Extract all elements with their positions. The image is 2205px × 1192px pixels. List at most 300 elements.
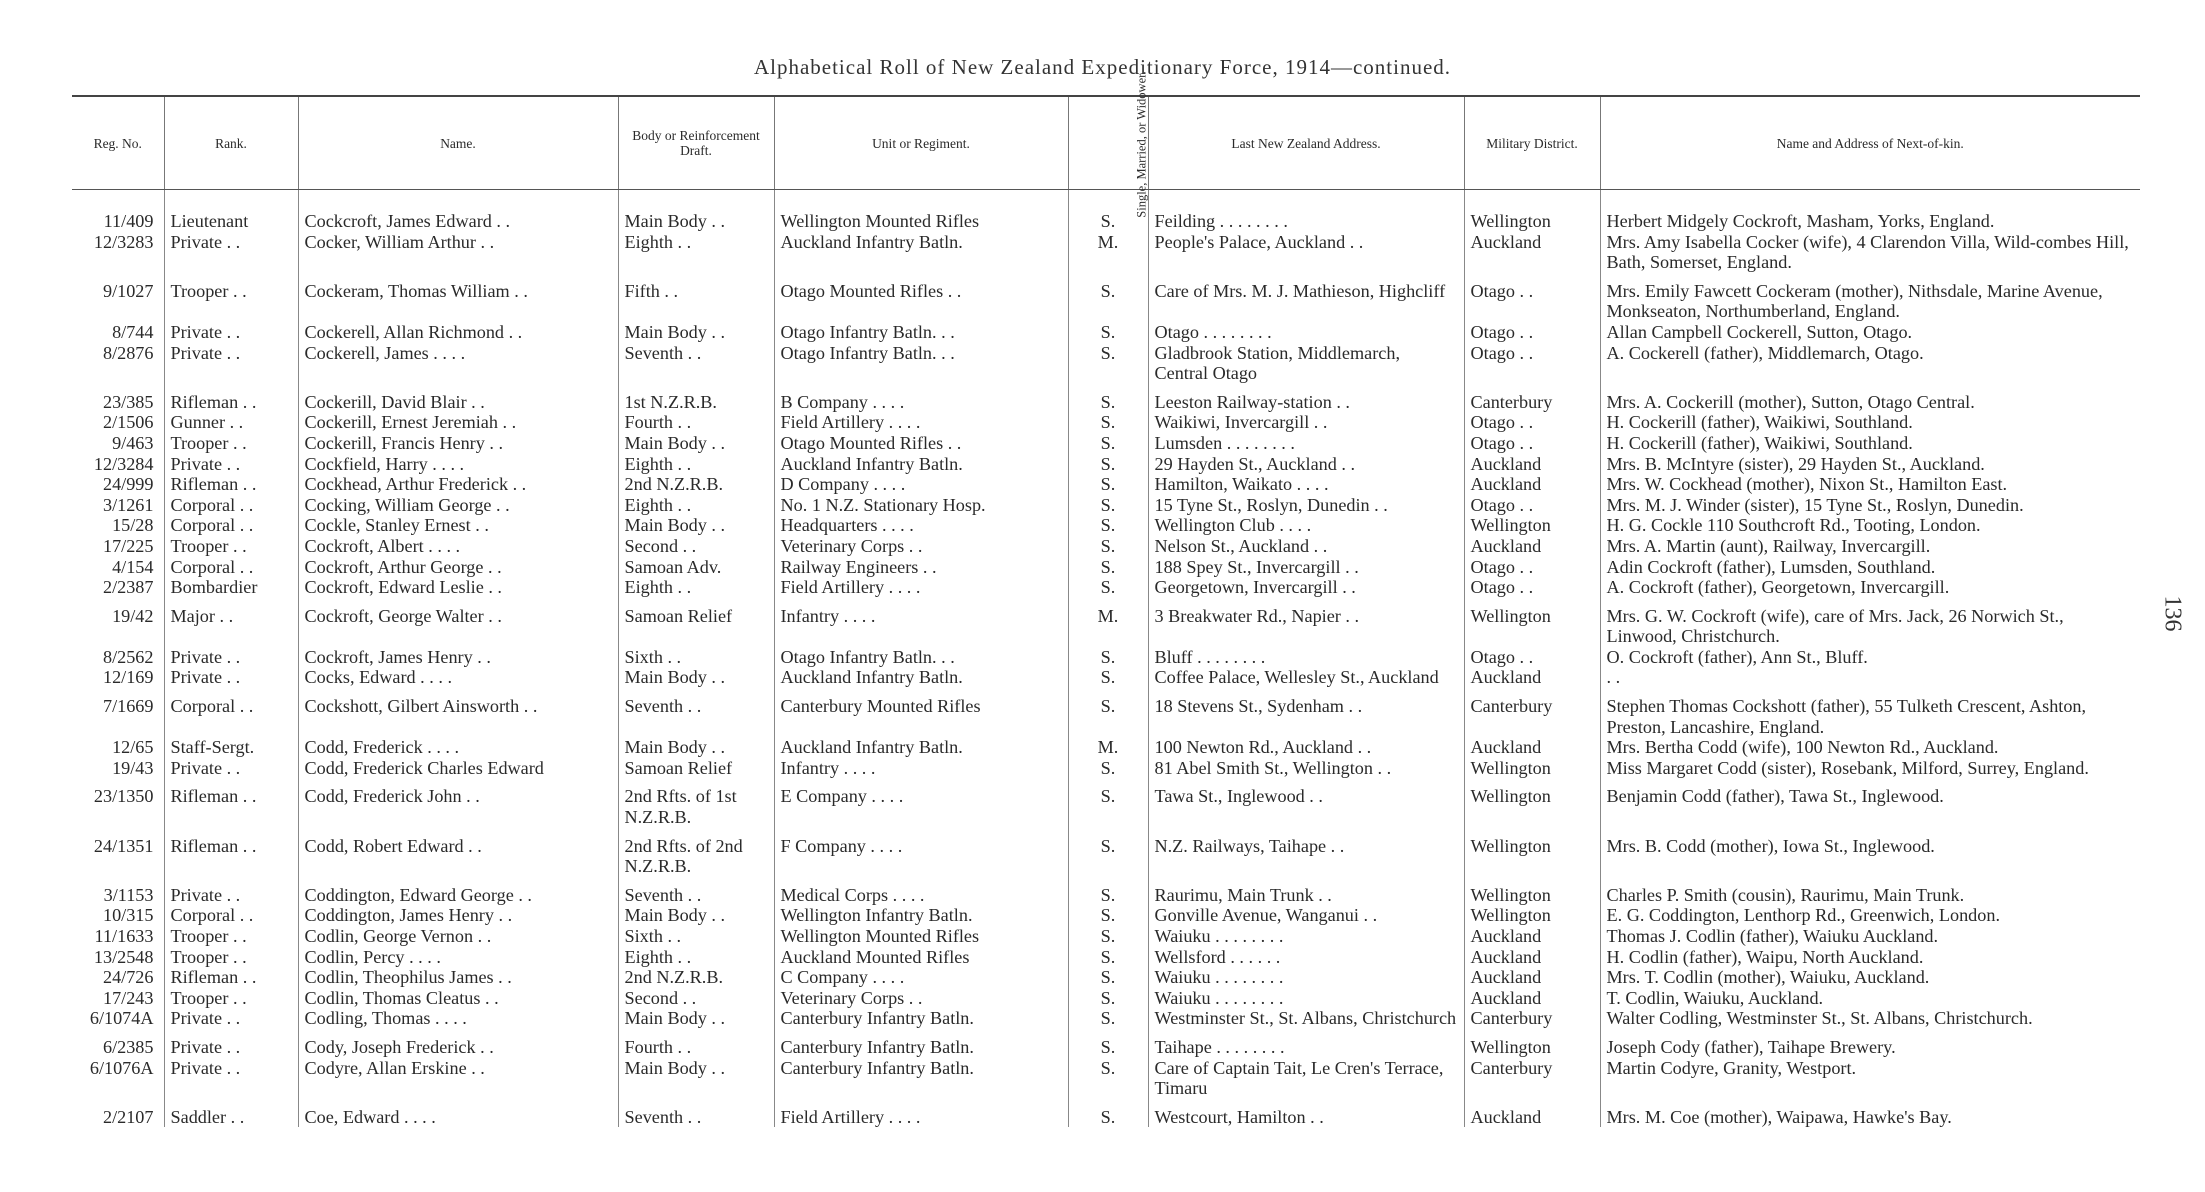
address-cell: Leeston Railway-station . . [1148, 384, 1464, 413]
district-cell: Auckland [1464, 454, 1600, 475]
body-cell: Samoan Adv. [618, 557, 774, 578]
rank-cell: Trooper . . [164, 947, 298, 968]
reg-cell: 10/315 [102, 905, 154, 926]
rank-cell: Lieutenant [164, 211, 298, 232]
kin-cell: Stephen Thomas Cockshott (father), 55 Tulketh Crescent, Ashton, Preston, Lancashire, England. [1600, 688, 2140, 737]
unit-cell: Canterbury Infantry Batln. [774, 1029, 1068, 1058]
kin-cell: Mrs. W. Cockhead (mother), Nixon St., Hamilton East. [1600, 474, 2140, 495]
unit-cell: Field Artillery . . . . [774, 577, 1068, 598]
unit-cell: Canterbury Mounted Rifles [774, 688, 1068, 737]
unit-cell: D Company . . . . [774, 474, 1068, 495]
status-cell: S. [1068, 877, 1148, 906]
status-cell: S. [1068, 211, 1148, 232]
name-cell: Coddington, James Henry . . [298, 905, 618, 926]
name-cell: Cockeram, Thomas William . . [298, 273, 618, 322]
table-row [72, 536, 2140, 557]
name-cell: Cocking, William George . . [298, 495, 618, 516]
body-cell: Eighth . . [618, 947, 774, 968]
name-cell: Cockerell, Allan Richmond . . [298, 322, 618, 343]
status-cell: S. [1068, 515, 1148, 536]
reg-cell: 11/1633 [94, 926, 154, 946]
name-cell: Coddington, Edward George . . [298, 877, 618, 906]
rank-cell: Corporal . . [164, 905, 298, 926]
address-cell: Waiuku . . . . . . . . [1148, 926, 1464, 947]
unit-cell: Infantry . . . . [774, 598, 1068, 647]
address-cell: Westminster St., St. Albans, Christchurch [1148, 1008, 1464, 1029]
kin-cell: Herbert Midgely Cockroft, Masham, Yorks, England. [1600, 211, 2140, 232]
roll-body [72, 190, 2140, 1128]
unit-cell: Auckland Infantry Batln. [774, 667, 1068, 688]
body-cell: Main Body . . [618, 433, 774, 454]
name-cell: Codlin, Thomas Cleatus . . [298, 988, 618, 1009]
district-cell: Wellington [1464, 1029, 1600, 1058]
name-cell: Coe, Edward . . . . [298, 1099, 618, 1128]
table-row [72, 598, 2140, 647]
district-cell: Wellington [1464, 778, 1600, 827]
unit-cell: Auckland Infantry Batln. [774, 454, 1068, 475]
body-cell: Seventh . . [618, 877, 774, 906]
body-cell: Main Body . . [618, 211, 774, 232]
address-cell: Nelson St., Auckland . . [1148, 536, 1464, 557]
status-cell: S. [1068, 384, 1148, 413]
table-row [72, 474, 2140, 495]
body-cell: Seventh . . [618, 1099, 774, 1128]
district-cell: Wellington [1464, 515, 1600, 536]
table-row [72, 877, 2140, 906]
body-cell: Sixth . . [618, 926, 774, 947]
table-row [72, 737, 2140, 758]
district-cell: Auckland [1464, 232, 1600, 273]
unit-cell: Auckland Infantry Batln. [774, 737, 1068, 758]
name-cell: Codling, Thomas . . . . [298, 1008, 618, 1029]
reg-cell: 15/28 [112, 515, 154, 536]
unit-cell: Otago Infantry Batln. . . [774, 647, 1068, 668]
address-cell: Georgetown, Invercargill . . [1148, 577, 1464, 598]
address-cell: 188 Spey St., Invercargill . . [1148, 557, 1464, 578]
kin-cell: . . [1600, 667, 2140, 688]
address-cell: Wellington Club . . . . [1148, 515, 1464, 536]
reg-cell: 12/3283 [93, 231, 154, 252]
table-row [72, 828, 2140, 877]
kin-cell: T. Codlin, Waiuku, Auckland. [1600, 988, 2140, 1009]
status-cell: S. [1068, 557, 1148, 578]
name-cell: Codyre, Allan Erskine . . [298, 1058, 618, 1099]
status-cell: S. [1068, 1029, 1148, 1058]
reg-cell: 3/1261 [102, 494, 154, 515]
address-cell: 3 Breakwater Rd., Napier . . [1148, 598, 1464, 647]
address-cell: Gonville Avenue, Wanganui . . [1148, 905, 1464, 926]
reg-cell: 24/999 [102, 474, 154, 495]
unit-cell: Veterinary Corps . . [774, 536, 1068, 557]
status-cell: S. [1068, 828, 1148, 877]
table-row [72, 343, 2140, 384]
address-cell: Feilding . . . . . . . . [1148, 211, 1464, 232]
name-cell: Cocks, Edward . . . . [298, 667, 618, 688]
body-cell: 1st N.Z.R.B. [618, 384, 774, 413]
rank-cell: Rifleman . . [164, 778, 298, 827]
unit-cell: Field Artillery . . . . [774, 412, 1068, 433]
table-row [72, 433, 2140, 454]
status-cell: S. [1068, 412, 1148, 433]
name-cell: Cockshott, Gilbert Ainsworth . . [298, 688, 618, 737]
unit-cell: Canterbury Infantry Batln. [774, 1008, 1068, 1029]
status-cell: M. [1068, 598, 1148, 647]
address-cell: Waikiwi, Invercargill . . [1148, 412, 1464, 433]
reg-cell: 8/744 [112, 321, 154, 342]
district-cell: Wellington [1464, 211, 1600, 232]
unit-cell: Otago Infantry Batln. . . [774, 343, 1068, 384]
status-cell: S. [1068, 778, 1148, 827]
name-cell: Cockroft, Albert . . . . [298, 536, 618, 557]
kin-cell: Mrs. Amy Isabella Cocker (wife), 4 Clarendon Villa, Wild-combes Hill, Bath, Somerset, England. [1600, 232, 2140, 273]
table-row [72, 1058, 2140, 1099]
district-cell: Otago . . [1464, 412, 1600, 433]
col-header-address: Last New Zealand Address. [1148, 96, 1464, 190]
body-cell: Eighth . . [618, 495, 774, 516]
name-cell: Cockhead, Arthur Frederick . . [298, 474, 618, 495]
address-cell: Care of Mrs. M. J. Mathieson, Highcliff [1148, 273, 1464, 322]
unit-cell: Otago Mounted Rifles . . [774, 433, 1068, 454]
kin-cell: Miss Margaret Codd (sister), Rosebank, Milford, Surrey, England. [1600, 758, 2140, 779]
status-cell: S. [1068, 433, 1148, 454]
address-cell: Hamilton, Waikato . . . . [1148, 474, 1464, 495]
kin-cell: Mrs. A. Cockerill (mother), Sutton, Otago Central. [1600, 384, 2140, 413]
table-row [72, 758, 2140, 779]
reg-cell: 8/2876 [102, 342, 154, 363]
reg-cell: 7/1669 [102, 696, 154, 717]
rank-cell: Rifleman . . [164, 384, 298, 413]
district-cell: Wellington [1464, 828, 1600, 877]
district-cell: Wellington [1464, 877, 1600, 906]
address-cell: 81 Abel Smith St., Wellington . . [1148, 758, 1464, 779]
rank-cell: Trooper . . [164, 273, 298, 322]
name-cell: Codlin, Percy . . . . [298, 947, 618, 968]
district-cell: Auckland [1464, 474, 1600, 495]
unit-cell: Auckland Infantry Batln. [774, 232, 1068, 273]
district-cell: Auckland [1464, 926, 1600, 947]
rank-cell: Private . . [164, 322, 298, 343]
status-cell: S. [1068, 343, 1148, 384]
kin-cell: Benjamin Codd (father), Tawa St., Inglewood. [1600, 778, 2140, 827]
rank-cell: Corporal . . [164, 495, 298, 516]
name-cell: Cocker, William Arthur . . [298, 232, 618, 273]
table-row [72, 988, 2140, 1009]
status-cell: S. [1068, 667, 1148, 688]
table-row [72, 1099, 2140, 1128]
status-cell: M. [1068, 232, 1148, 273]
kin-cell: Thomas J. Codlin (father), Waiuku Auckland. [1600, 926, 2140, 947]
body-cell: Main Body . . [618, 667, 774, 688]
unit-cell: Otago Mounted Rifles . . [774, 273, 1068, 322]
rank-cell: Corporal . . [164, 688, 298, 737]
table-row [72, 322, 2140, 343]
table-row [72, 384, 2140, 413]
table-row [72, 688, 2140, 737]
reg-cell: 23/385 [102, 391, 154, 412]
status-cell: S. [1068, 273, 1148, 322]
rank-cell: Staff-Sergt. [164, 737, 298, 758]
district-cell: Auckland [1464, 1099, 1600, 1128]
body-cell: 2nd Rfts. of 1st N.Z.R.B. [618, 778, 774, 827]
reg-cell: 6/2385 [102, 1036, 154, 1057]
table-row [72, 454, 2140, 475]
rank-cell: Private . . [164, 343, 298, 384]
status-cell: S. [1068, 577, 1148, 598]
table-row [72, 232, 2140, 273]
body-cell: Main Body . . [618, 1058, 774, 1099]
address-cell: 100 Newton Rd., Auckland . . [1148, 737, 1464, 758]
kin-cell: A. Cockroft (father), Georgetown, Invercargill. [1600, 577, 2140, 598]
status-cell: S. [1068, 905, 1148, 926]
address-cell: Raurimu, Main Trunk . . [1148, 877, 1464, 906]
reg-cell: 9/1027 [102, 280, 154, 301]
unit-cell: Wellington Mounted Rifles [774, 926, 1068, 947]
address-cell: 29 Hayden St., Auckland . . [1148, 454, 1464, 475]
rank-cell: Saddler . . [164, 1099, 298, 1128]
rank-cell: Private . . [164, 877, 298, 906]
kin-cell: Walter Codling, Westminster St., St. Albans, Christchurch. [1600, 1008, 2140, 1029]
address-cell: Otago . . . . . . . . [1148, 322, 1464, 343]
kin-cell: H. Codlin (father), Waipu, North Auckland. [1600, 947, 2140, 968]
name-cell: Cockfield, Harry . . . . [298, 454, 618, 475]
name-cell: Cockroft, Edward Leslie . . [298, 577, 618, 598]
name-cell: Codd, Frederick . . . . [298, 737, 618, 758]
district-cell: Auckland [1464, 988, 1600, 1009]
rank-cell: Corporal . . [164, 557, 298, 578]
unit-cell: F Company . . . . [774, 828, 1068, 877]
body-cell: Main Body . . [618, 905, 774, 926]
address-cell: Westcourt, Hamilton . . [1148, 1099, 1464, 1128]
address-cell: Care of Captain Tait, Le Cren's Terrace, Timaru [1148, 1058, 1464, 1099]
body-cell: Samoan Relief [618, 758, 774, 779]
status-cell: S. [1068, 947, 1148, 968]
name-cell: Cockerill, Francis Henry . . [298, 433, 618, 454]
status-cell: S. [1068, 536, 1148, 557]
table-row [72, 412, 2140, 433]
address-cell: 18 Stevens St., Sydenham . . [1148, 688, 1464, 737]
kin-cell: E. G. Coddington, Lenthorp Rd., Greenwich, London. [1600, 905, 2140, 926]
body-cell: Fourth . . [618, 412, 774, 433]
table-row [72, 557, 2140, 578]
header-row [72, 96, 2140, 190]
status-cell: S. [1068, 1008, 1148, 1029]
kin-cell: Mrs. A. Martin (aunt), Railway, Invercargill. [1600, 536, 2140, 557]
name-cell: Cockerell, James . . . . [298, 343, 618, 384]
unit-cell: Railway Engineers . . [774, 557, 1068, 578]
body-cell: Fourth . . [618, 1029, 774, 1058]
body-cell: Samoan Relief [618, 598, 774, 647]
kin-cell: Martin Codyre, Granity, Westport. [1600, 1058, 2140, 1099]
name-cell: Codd, Frederick Charles Edward [298, 758, 618, 779]
body-cell: Seventh . . [618, 343, 774, 384]
table-row [72, 647, 2140, 668]
district-cell: Otago . . [1464, 343, 1600, 384]
unit-cell: No. 1 N.Z. Stationary Hosp. [774, 495, 1068, 516]
name-cell: Codd, Frederick John . . [298, 778, 618, 827]
district-cell: Otago . . [1464, 557, 1600, 578]
address-cell: People's Palace, Auckland . . [1148, 232, 1464, 273]
rank-cell: Rifleman . . [164, 967, 298, 988]
rank-cell: Major . . [164, 598, 298, 647]
table-row [72, 947, 2140, 968]
col-header-unit: Unit or Regiment. [774, 96, 1068, 190]
body-cell: Second . . [618, 988, 774, 1009]
kin-cell: Mrs. Bertha Codd (wife), 100 Newton Rd., Auckland. [1600, 737, 2140, 758]
kin-cell: Mrs. M. J. Winder (sister), 15 Tyne St., Roslyn, Dunedin. [1600, 495, 2140, 516]
reg-cell: 6/1074A [89, 1008, 154, 1029]
kin-cell: Mrs. B. Codd (mother), Iowa St., Inglewood. [1600, 828, 2140, 877]
reg-cell: 12/169 [102, 667, 154, 688]
col-header-rank: Rank. [164, 96, 298, 190]
name-cell: Cockroft, Arthur George . . [298, 557, 618, 578]
table-row [72, 778, 2140, 827]
name-cell: Cody, Joseph Frederick . . [298, 1029, 618, 1058]
rank-cell: Private . . [164, 232, 298, 273]
status-cell: M. [1068, 737, 1148, 758]
body-cell: 2nd Rfts. of 2nd N.Z.R.B. [618, 828, 774, 877]
kin-cell: Mrs. G. W. Cockroft (wife), care of Mrs. Jack, 26 Norwich St., Linwood, Christchurch. [1600, 598, 2140, 647]
unit-cell: Wellington Infantry Batln. [774, 905, 1068, 926]
unit-cell: E Company . . . . [774, 778, 1068, 827]
reg-cell: 23/1350 [93, 786, 154, 807]
status-cell: S. [1068, 454, 1148, 475]
col-header-name: Name. [298, 96, 618, 190]
unit-cell: Auckland Mounted Rifles [774, 947, 1068, 968]
status-cell: S. [1068, 988, 1148, 1009]
body-cell: Main Body . . [618, 737, 774, 758]
address-cell: Coffee Palace, Wellesley St., Auckland [1148, 667, 1464, 688]
rank-cell: Corporal . . [164, 515, 298, 536]
table-row [72, 667, 2140, 688]
reg-cell: 12/3284 [93, 453, 154, 474]
reg-cell: 8/2562 [102, 646, 154, 667]
page-number: 136 [2159, 595, 2186, 632]
kin-cell: Mrs. Emily Fawcett Cockeram (mother), Nithsdale, Marine Avenue, Monkseaton, Northumberland, England. [1600, 273, 2140, 322]
rank-cell: Trooper . . [164, 433, 298, 454]
table-row [72, 495, 2140, 516]
name-cell: Cockerill, David Blair . . [298, 384, 618, 413]
district-cell: Wellington [1464, 598, 1600, 647]
status-cell: S. [1068, 495, 1148, 516]
name-cell: Codd, Robert Edward . . [298, 828, 618, 877]
table-row [72, 577, 2140, 598]
body-cell: Seventh . . [618, 688, 774, 737]
body-cell: Fifth . . [618, 273, 774, 322]
body-cell: Main Body . . [618, 515, 774, 536]
body-cell: Sixth . . [618, 647, 774, 668]
page-title: Alphabetical Roll of New Zealand Expeditionary Force, 1914—continued. [753, 55, 1452, 79]
name-cell: Cockerill, Ernest Jeremiah . . [298, 412, 618, 433]
kin-cell: H. Cockerill (father), Waikiwi, Southland. [1600, 433, 2140, 454]
address-cell: Waiuku . . . . . . . . [1148, 988, 1464, 1009]
reg-cell: 19/43 [112, 757, 154, 778]
kin-cell: A. Cockerell (father), Middlemarch, Otago. [1600, 343, 2140, 384]
status-cell: S. [1068, 322, 1148, 343]
address-cell: Lumsden . . . . . . . . [1148, 433, 1464, 454]
reg-cell: 2/2387 [102, 577, 154, 598]
unit-cell: Field Artillery . . . . [774, 1099, 1068, 1128]
roll-table [72, 70, 2140, 1127]
district-cell: Canterbury [1464, 1008, 1600, 1029]
reg-cell: 17/243 [102, 987, 154, 1008]
district-cell: Wellington [1464, 905, 1600, 926]
unit-cell: Medical Corps . . . . [774, 877, 1068, 906]
kin-cell: H. G. Cockle 110 Southcroft Rd., Tooting, London. [1600, 515, 2140, 536]
kin-cell: Allan Campbell Cockerell, Sutton, Otago. [1600, 322, 2140, 343]
district-cell: Canterbury [1464, 384, 1600, 413]
kin-cell: Mrs. M. Coe (mother), Waipawa, Hawke's Bay. [1600, 1099, 2140, 1128]
district-cell: Wellington [1464, 758, 1600, 779]
table-row [72, 926, 2140, 947]
kin-cell: Mrs. B. McIntyre (sister), 29 Hayden St., Auckland. [1600, 454, 2140, 475]
district-cell: Otago . . [1464, 495, 1600, 516]
kin-cell: H. Cockerill (father), Waikiwi, Southland. [1600, 412, 2140, 433]
reg-cell: 24/726 [102, 967, 154, 988]
name-cell: Codlin, Theophilus James . . [298, 967, 618, 988]
status-cell: S. [1068, 926, 1148, 947]
reg-cell: 11/409 [103, 211, 154, 231]
district-cell: Auckland [1464, 947, 1600, 968]
col-header-body: Body or Reinforcement Draft. [618, 96, 774, 190]
address-cell: Gladbrook Station, Middlemarch, Central Otago [1148, 343, 1464, 384]
district-cell: Canterbury [1464, 688, 1600, 737]
address-cell: Taihape . . . . . . . . [1148, 1029, 1464, 1058]
reg-cell: 12/65 [112, 737, 154, 758]
district-cell: Canterbury [1464, 1058, 1600, 1099]
col-header-kin: Name and Address of Next-of-kin. [1600, 96, 2140, 190]
reg-cell: 3/1153 [103, 884, 154, 905]
district-cell: Otago . . [1464, 433, 1600, 454]
table-row [72, 967, 2140, 988]
status-cell: S. [1068, 647, 1148, 668]
reg-cell: 6/1076A [89, 1057, 154, 1078]
body-cell: 2nd N.Z.R.B. [618, 474, 774, 495]
reg-cell: 24/1351 [93, 835, 154, 856]
unit-cell: Otago Infantry Batln. . . [774, 322, 1068, 343]
kin-cell: O. Cockroft (father), Ann St., Bluff. [1600, 647, 2140, 668]
table-row [72, 1029, 2140, 1058]
kin-cell: Adin Cockroft (father), Lumsden, Southland. [1600, 557, 2140, 578]
address-cell: 15 Tyne St., Roslyn, Dunedin . . [1148, 495, 1464, 516]
body-cell: Second . . [618, 536, 774, 557]
district-cell: Auckland [1464, 737, 1600, 758]
address-cell: Bluff . . . . . . . . [1148, 647, 1464, 668]
rank-cell: Private . . [164, 1058, 298, 1099]
rank-cell: Rifleman . . [164, 474, 298, 495]
unit-cell: Wellington Mounted Rifles [774, 211, 1068, 232]
kin-cell: Joseph Cody (father), Taihape Brewery. [1600, 1029, 2140, 1058]
reg-cell: 2/2107 [102, 1106, 154, 1127]
district-cell: Auckland [1464, 967, 1600, 988]
district-cell: Otago . . [1464, 647, 1600, 668]
table-row [72, 211, 2140, 232]
address-cell: Tawa St., Inglewood . . [1148, 778, 1464, 827]
kin-cell: Mrs. T. Codlin (mother), Waiuku, Auckland. [1600, 967, 2140, 988]
header-spacer [72, 190, 2140, 212]
table-row [72, 1008, 2140, 1029]
unit-cell: C Company . . . . [774, 967, 1068, 988]
table-row [72, 905, 2140, 926]
unit-cell: Veterinary Corps . . [774, 988, 1068, 1009]
name-cell: Cockle, Stanley Ernest . . [298, 515, 618, 536]
status-cell: S. [1068, 758, 1148, 779]
rank-cell: Private . . [164, 1008, 298, 1029]
name-cell: Cockroft, George Walter . . [298, 598, 618, 647]
status-cell: S. [1068, 1058, 1148, 1099]
address-cell: N.Z. Railways, Taihape . . [1148, 828, 1464, 877]
rank-cell: Private . . [164, 454, 298, 475]
reg-cell: 2/1506 [102, 412, 154, 433]
